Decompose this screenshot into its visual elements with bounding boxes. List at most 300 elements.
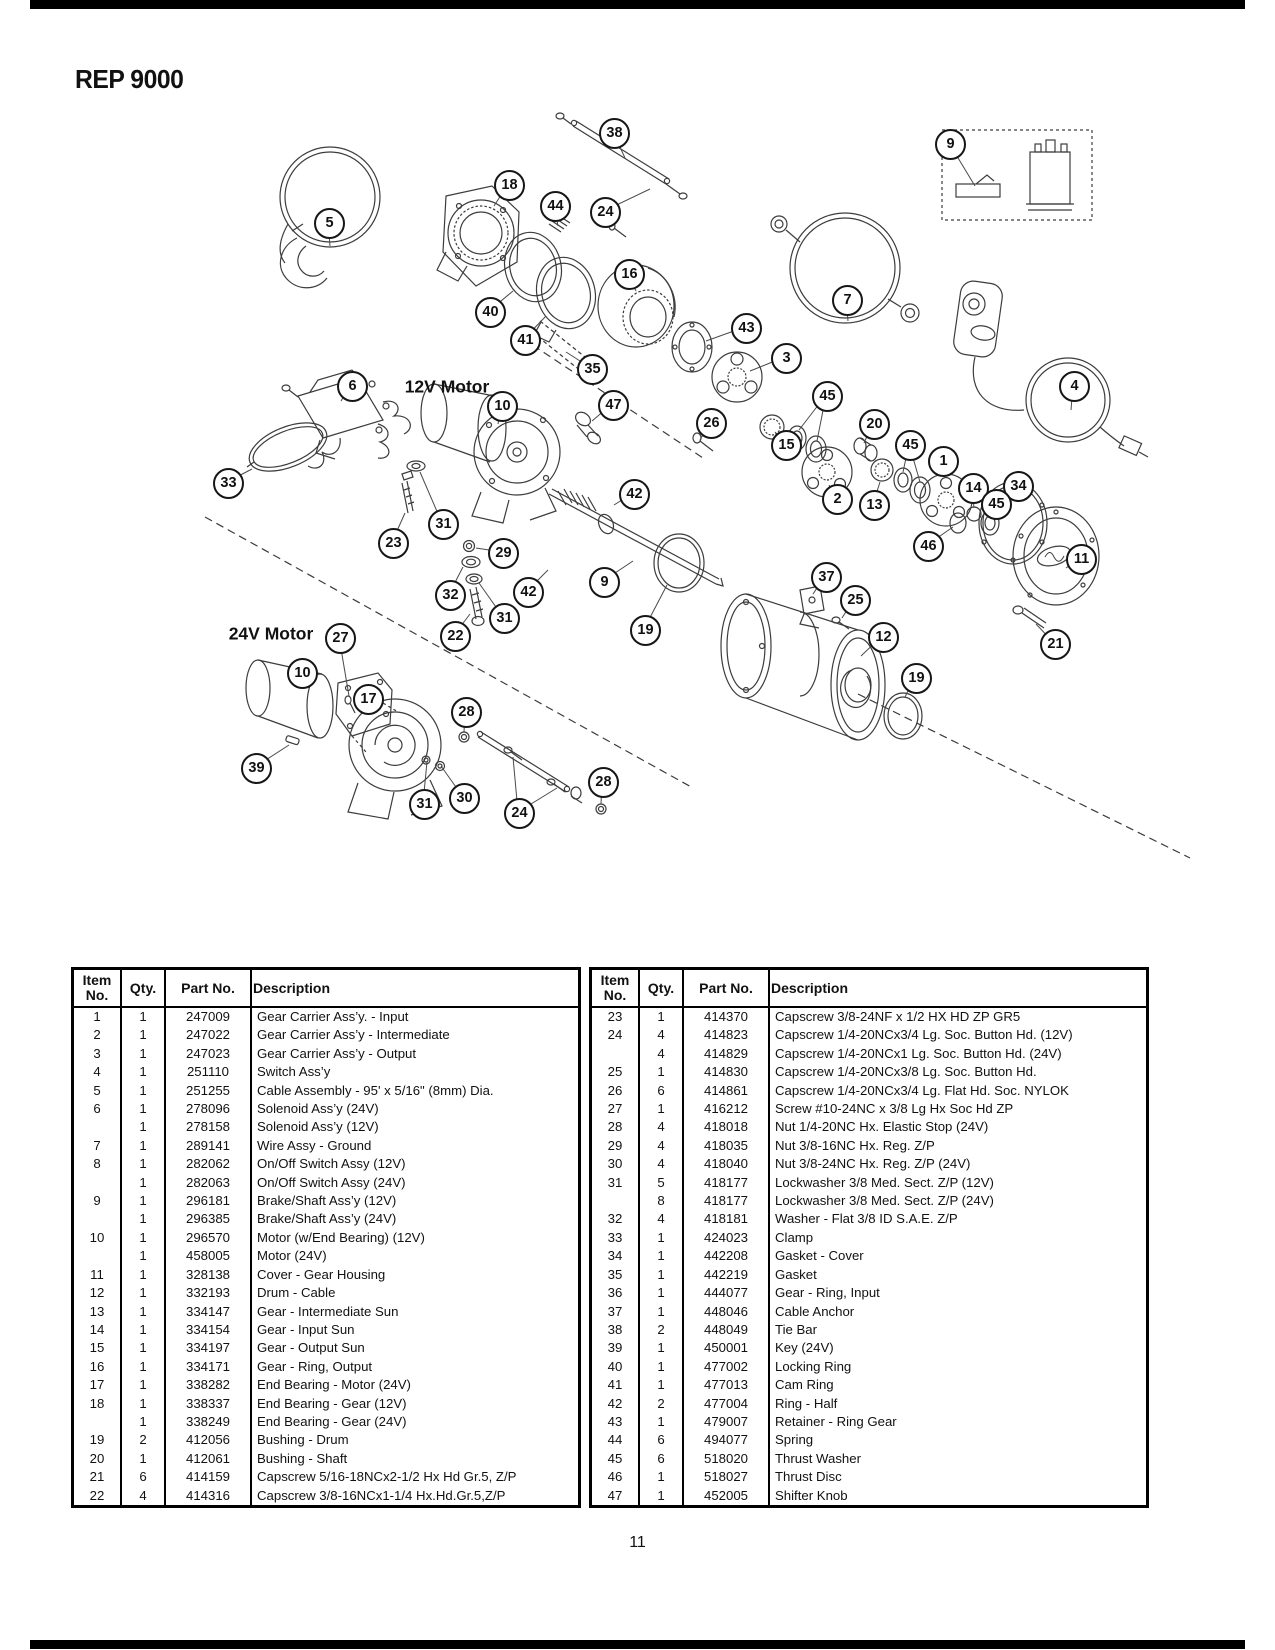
item-no-cell xyxy=(73,1118,122,1136)
callout-balloon-42: 42 xyxy=(513,577,544,608)
callout-balloon-17: 17 xyxy=(353,684,384,715)
callout-balloon-27: 27 xyxy=(325,623,356,654)
part-no-cell: 414370 xyxy=(683,1007,769,1026)
table-row xyxy=(73,1026,580,1044)
qty-cell: 1 xyxy=(639,1247,683,1265)
description-cell: End Bearing - Gear (12V) xyxy=(251,1395,580,1413)
callout-balloon-31: 31 xyxy=(409,789,440,820)
callout-balloon-25: 25 xyxy=(840,585,871,616)
callout-balloon-31: 31 xyxy=(428,509,459,540)
qty-cell: 1 xyxy=(121,1266,165,1284)
table-row xyxy=(591,1339,1148,1357)
qty-cell: 1 xyxy=(639,1358,683,1376)
item-no-cell: 39 xyxy=(607,1340,623,1356)
description-cell: Screw #10-24NC x 3/8 Lg Hx Soc Hd ZP xyxy=(769,1100,1148,1118)
table-row xyxy=(591,1229,1148,1247)
item-no-cell: 38 xyxy=(607,1321,623,1337)
table-row xyxy=(591,1026,1148,1044)
qty-cell: 1 xyxy=(121,1321,165,1339)
description-cell: Gasket xyxy=(769,1266,1148,1284)
part-no-cell: 477002 xyxy=(683,1358,769,1376)
table-row xyxy=(591,1303,1148,1321)
description-cell: On/Off Switch Assy (24V) xyxy=(251,1174,580,1192)
item-no-cell: 33 xyxy=(607,1229,623,1245)
description-cell: Capscrew 1/4-20NCx3/4 Lg. Flat Hd. Soc. NYLOK xyxy=(769,1082,1148,1100)
description-cell: Tie Bar xyxy=(769,1321,1148,1339)
callout-balloon-34: 34 xyxy=(1003,471,1034,502)
callout-balloon-4: 4 xyxy=(1059,371,1090,402)
table-row xyxy=(73,1082,580,1100)
col-header-qty: Qty. xyxy=(121,969,165,1008)
table-row xyxy=(73,1413,580,1431)
callout-balloon-38: 38 xyxy=(599,118,630,149)
table-row xyxy=(591,1376,1148,1394)
description-cell: Gear - Intermediate Sun xyxy=(251,1303,580,1321)
item-no-cell: 45 xyxy=(607,1450,623,1466)
part-no-cell: 278158 xyxy=(165,1118,251,1136)
qty-cell: 6 xyxy=(639,1431,683,1449)
item-no-cell: 34 xyxy=(607,1248,623,1264)
table-row xyxy=(73,1266,580,1284)
callout-balloon-5: 5 xyxy=(314,208,345,239)
qty-cell: 1 xyxy=(639,1339,683,1357)
col-header-item-no: Item No. xyxy=(73,969,122,1008)
col-header-description: Description xyxy=(251,969,580,1008)
item-no-cell: 7 xyxy=(93,1137,101,1153)
description-cell: Ring - Half xyxy=(769,1395,1148,1413)
part-no-cell: 328138 xyxy=(165,1266,251,1284)
description-cell: Capscrew 1/4-20NCx3/4 Lg. Soc. Button Hd. (12V) xyxy=(769,1026,1148,1044)
qty-cell: 1 xyxy=(639,1413,683,1431)
qty-cell: 1 xyxy=(121,1450,165,1468)
item-no-cell: 36 xyxy=(607,1285,623,1301)
callout-balloon-46: 46 xyxy=(913,531,944,562)
table-row xyxy=(591,1155,1148,1173)
parts-table-right xyxy=(589,967,1149,1508)
callout-balloon-16: 16 xyxy=(614,259,645,290)
qty-cell: 6 xyxy=(639,1450,683,1468)
qty-cell: 1 xyxy=(121,1358,165,1376)
callout-balloon-18: 18 xyxy=(494,170,525,201)
qty-cell: 1 xyxy=(639,1229,683,1247)
callout-balloon-20: 20 xyxy=(859,409,890,440)
qty-cell: 1 xyxy=(639,1100,683,1118)
description-cell: Cable Assembly - 95' x 5/16" (8mm) Dia. xyxy=(251,1082,580,1100)
item-no-cell: 28 xyxy=(607,1119,623,1135)
qty-cell: 1 xyxy=(121,1155,165,1173)
part-no-cell: 251255 xyxy=(165,1082,251,1100)
description-cell: Gear - Input Sun xyxy=(251,1321,580,1339)
table-row xyxy=(73,1229,580,1247)
callout-balloon-24: 24 xyxy=(590,197,621,228)
item-no-cell: 5 xyxy=(93,1082,101,1098)
item-no-cell: 29 xyxy=(607,1137,623,1153)
qty-cell: 5 xyxy=(639,1174,683,1192)
description-cell: End Bearing - Gear (24V) xyxy=(251,1413,580,1431)
qty-cell: 6 xyxy=(639,1082,683,1100)
part-no-cell: 518027 xyxy=(683,1468,769,1486)
item-no-cell: 25 xyxy=(607,1064,623,1080)
part-no-cell: 418177 xyxy=(683,1192,769,1210)
table-row xyxy=(591,1413,1148,1431)
qty-cell: 1 xyxy=(121,1192,165,1210)
callout-balloon-3: 3 xyxy=(771,343,802,374)
table-row xyxy=(73,1358,580,1376)
callout-balloon-45: 45 xyxy=(895,430,926,461)
description-cell: Nut 3/8-24NC Hx. Reg. Z/P (24V) xyxy=(769,1155,1148,1173)
callout-balloon-35: 35 xyxy=(577,354,608,385)
parts-table-left xyxy=(71,967,581,1508)
callout-balloon-26: 26 xyxy=(696,408,727,439)
callout-balloon-43: 43 xyxy=(731,313,762,344)
part-no-cell: 416212 xyxy=(683,1100,769,1118)
item-no-cell: 17 xyxy=(89,1377,105,1393)
table-row xyxy=(591,1450,1148,1468)
part-no-cell: 296570 xyxy=(165,1229,251,1247)
qty-cell: 1 xyxy=(121,1174,165,1192)
part-no-cell: 247022 xyxy=(165,1026,251,1044)
item-no-cell xyxy=(73,1413,122,1431)
qty-cell: 4 xyxy=(639,1026,683,1044)
qty-cell: 4 xyxy=(639,1210,683,1228)
description-cell: Clamp xyxy=(769,1229,1148,1247)
description-cell: Solenoid Ass’y (12V) xyxy=(251,1118,580,1136)
callout-balloon-6: 6 xyxy=(337,371,368,402)
part-no-cell: 450001 xyxy=(683,1339,769,1357)
qty-cell: 1 xyxy=(121,1339,165,1357)
callout-balloon-7: 7 xyxy=(832,285,863,316)
part-no-cell: 479007 xyxy=(683,1413,769,1431)
qty-cell: 1 xyxy=(121,1303,165,1321)
qty-cell: 1 xyxy=(121,1045,165,1063)
description-cell: Drum - Cable xyxy=(251,1284,580,1302)
part-no-cell: 418018 xyxy=(683,1118,769,1136)
callout-balloon-21: 21 xyxy=(1040,629,1071,660)
callout-balloon-19: 19 xyxy=(630,615,661,646)
item-no-cell: 21 xyxy=(89,1469,105,1485)
item-no-cell: 26 xyxy=(607,1082,623,1098)
table-row xyxy=(591,1174,1148,1192)
table-row xyxy=(591,1395,1148,1413)
item-no-cell: 14 xyxy=(89,1321,105,1337)
part-no-cell: 414830 xyxy=(683,1063,769,1081)
qty-cell: 4 xyxy=(639,1137,683,1155)
item-no-cell: 15 xyxy=(89,1340,105,1356)
part-no-cell: 444077 xyxy=(683,1284,769,1302)
callout-balloon-40: 40 xyxy=(475,297,506,328)
table-row xyxy=(591,1358,1148,1376)
description-cell: Solenoid Ass’y (24V) xyxy=(251,1100,580,1118)
table-row xyxy=(73,1100,580,1118)
description-cell: End Bearing - Motor (24V) xyxy=(251,1376,580,1394)
item-no-cell: 24 xyxy=(607,1027,623,1043)
description-cell: Thrust Washer xyxy=(769,1450,1148,1468)
qty-cell: 1 xyxy=(639,1376,683,1394)
item-no-cell: 12 xyxy=(89,1285,105,1301)
callout-balloon-23: 23 xyxy=(378,528,409,559)
callout-balloon-28: 28 xyxy=(588,767,619,798)
part-no-cell: 412056 xyxy=(165,1431,251,1449)
table-row xyxy=(591,1137,1148,1155)
table-row xyxy=(591,1007,1148,1026)
table-row xyxy=(73,1395,580,1413)
description-cell: Spring xyxy=(769,1431,1148,1449)
qty-cell: 2 xyxy=(639,1321,683,1339)
item-no-cell xyxy=(73,1210,122,1228)
table-row xyxy=(591,1487,1148,1507)
item-no-cell: 10 xyxy=(89,1229,105,1245)
item-no-cell: 2 xyxy=(93,1027,101,1043)
callout-balloon-42: 42 xyxy=(619,479,650,510)
item-no-cell: 20 xyxy=(89,1450,105,1466)
qty-cell: 1 xyxy=(121,1210,165,1228)
qty-cell: 8 xyxy=(639,1192,683,1210)
col-header-item-no: Item No. xyxy=(591,969,640,1008)
part-no-cell: 247009 xyxy=(165,1007,251,1026)
description-cell: Gear - Ring, Output xyxy=(251,1358,580,1376)
callout-balloon-30: 30 xyxy=(449,783,480,814)
callout-balloon-39: 39 xyxy=(241,753,272,784)
qty-cell: 4 xyxy=(639,1155,683,1173)
qty-cell: 2 xyxy=(121,1431,165,1449)
part-no-cell: 418035 xyxy=(683,1137,769,1155)
description-cell: Switch Ass’y xyxy=(251,1063,580,1081)
description-cell: Washer - Flat 3/8 ID S.A.E. Z/P xyxy=(769,1210,1148,1228)
item-no-cell: 43 xyxy=(607,1413,623,1429)
item-no-cell: 42 xyxy=(607,1395,623,1411)
part-no-cell: 442219 xyxy=(683,1266,769,1284)
callout-balloon-28: 28 xyxy=(451,697,482,728)
qty-cell: 1 xyxy=(121,1376,165,1394)
part-no-cell: 247023 xyxy=(165,1045,251,1063)
item-no-cell: 6 xyxy=(93,1101,101,1117)
table-row xyxy=(73,1339,580,1357)
qty-cell: 1 xyxy=(639,1063,683,1081)
description-cell: Gear Carrier Ass’y - Output xyxy=(251,1045,580,1063)
table-row xyxy=(591,1321,1148,1339)
item-no-cell: 22 xyxy=(89,1487,105,1503)
table-row xyxy=(73,1431,580,1449)
item-no-cell: 16 xyxy=(89,1358,105,1374)
callout-balloon-45: 45 xyxy=(981,489,1012,520)
table-row xyxy=(591,1192,1148,1210)
description-cell: Capscrew 3/8-24NF x 1/2 HX HD ZP GR5 xyxy=(769,1007,1148,1026)
part-no-cell: 334171 xyxy=(165,1358,251,1376)
table-row xyxy=(73,1487,580,1507)
part-no-cell: 477004 xyxy=(683,1395,769,1413)
part-no-cell: 338249 xyxy=(165,1413,251,1431)
part-no-cell: 414829 xyxy=(683,1045,769,1063)
item-no-cell: 11 xyxy=(90,1266,104,1282)
scan-artifact-bar-bottom xyxy=(30,1640,1245,1649)
description-cell: Capscrew 5/16-18NCx2-1/2 Hx Hd Gr.5, Z/P xyxy=(251,1468,580,1486)
col-header-part-no: Part No. xyxy=(683,969,769,1008)
qty-cell: 1 xyxy=(121,1247,165,1265)
item-no-cell: 3 xyxy=(93,1045,101,1061)
qty-cell: 1 xyxy=(121,1082,165,1100)
callout-balloon-24: 24 xyxy=(504,798,535,829)
table-row xyxy=(73,1007,580,1026)
item-no-cell: 35 xyxy=(607,1266,623,1282)
part-no-cell: 494077 xyxy=(683,1431,769,1449)
qty-cell: 1 xyxy=(639,1266,683,1284)
item-no-cell xyxy=(73,1174,122,1192)
description-cell: Thrust Disc xyxy=(769,1468,1148,1486)
table-row xyxy=(73,1174,580,1192)
description-cell: Gear - Ring, Input xyxy=(769,1284,1148,1302)
callout-balloon-32: 32 xyxy=(435,580,466,611)
qty-cell: 1 xyxy=(639,1468,683,1486)
table-row xyxy=(73,1376,580,1394)
item-no-cell: 30 xyxy=(607,1156,623,1172)
table-row xyxy=(591,1284,1148,1302)
part-no-cell: 452005 xyxy=(683,1487,769,1507)
description-cell: Lockwasher 3/8 Med. Sect. Z/P (24V) xyxy=(769,1192,1148,1210)
qty-cell: 4 xyxy=(639,1118,683,1136)
description-cell: Lockwasher 3/8 Med. Sect. Z/P (12V) xyxy=(769,1174,1148,1192)
callout-balloon-15: 15 xyxy=(771,430,802,461)
part-no-cell: 448046 xyxy=(683,1303,769,1321)
qty-cell: 1 xyxy=(639,1007,683,1026)
table-row xyxy=(591,1431,1148,1449)
callout-balloon-10: 10 xyxy=(287,658,318,689)
part-no-cell: 458005 xyxy=(165,1247,251,1265)
page-title: REP 9000 xyxy=(75,64,184,94)
part-no-cell: 414159 xyxy=(165,1468,251,1486)
description-cell: Cam Ring xyxy=(769,1376,1148,1394)
item-no-cell: 44 xyxy=(607,1432,623,1448)
col-header-qty: Qty. xyxy=(639,969,683,1008)
qty-cell: 1 xyxy=(121,1063,165,1081)
item-no-cell: 31 xyxy=(607,1174,623,1190)
qty-cell: 1 xyxy=(121,1229,165,1247)
table-row xyxy=(591,1266,1148,1284)
item-no-cell: 18 xyxy=(89,1395,105,1411)
description-cell: Locking Ring xyxy=(769,1358,1148,1376)
table-row xyxy=(73,1063,580,1081)
diagram-label: 24V Motor xyxy=(228,623,314,644)
description-cell: Motor (24V) xyxy=(251,1247,580,1265)
qty-cell: 1 xyxy=(121,1395,165,1413)
description-cell: Nut 3/8-16NC Hx. Reg. Z/P xyxy=(769,1137,1148,1155)
part-no-cell: 334147 xyxy=(165,1303,251,1321)
table-row xyxy=(73,1192,580,1210)
item-no-cell: 19 xyxy=(89,1432,105,1448)
qty-cell: 1 xyxy=(121,1026,165,1044)
callout-balloon-29: 29 xyxy=(488,538,519,569)
description-cell: Retainer - Ring Gear xyxy=(769,1413,1148,1431)
callout-balloon-12: 12 xyxy=(868,622,899,653)
part-no-cell: 332193 xyxy=(165,1284,251,1302)
page-number: 11 xyxy=(629,1534,646,1551)
callout-balloon-22: 22 xyxy=(440,621,471,652)
part-no-cell: 334197 xyxy=(165,1339,251,1357)
callout-balloon-45: 45 xyxy=(812,381,843,412)
item-no-cell: 23 xyxy=(607,1009,623,1024)
description-cell: Brake/Shaft Ass’y (12V) xyxy=(251,1192,580,1210)
part-no-cell: 296181 xyxy=(165,1192,251,1210)
description-cell: Gear Carrier Ass’y - Intermediate xyxy=(251,1026,580,1044)
callout-balloon-41: 41 xyxy=(510,325,541,356)
qty-cell: 1 xyxy=(121,1413,165,1431)
qty-cell: 4 xyxy=(639,1045,683,1063)
table-row xyxy=(73,1284,580,1302)
table-row xyxy=(591,1468,1148,1486)
description-cell: Brake/Shaft Ass’y (24V) xyxy=(251,1210,580,1228)
part-no-cell: 282063 xyxy=(165,1174,251,1192)
item-no-cell: 1 xyxy=(93,1009,101,1024)
table-header-row xyxy=(591,969,1148,1008)
description-cell: Gear - Output Sun xyxy=(251,1339,580,1357)
description-cell: Shifter Knob xyxy=(769,1487,1148,1507)
part-no-cell: 282062 xyxy=(165,1155,251,1173)
callout-balloon-1: 1 xyxy=(928,446,959,477)
callout-balloon-33: 33 xyxy=(213,468,244,499)
item-no-cell: 8 xyxy=(93,1156,101,1172)
part-no-cell: 251110 xyxy=(165,1063,251,1081)
table-row xyxy=(73,1468,580,1486)
diagram-label: 12V Motor xyxy=(404,376,490,397)
qty-cell: 2 xyxy=(639,1395,683,1413)
qty-cell: 1 xyxy=(121,1118,165,1136)
item-no-cell: 40 xyxy=(607,1358,623,1374)
part-no-cell: 412061 xyxy=(165,1450,251,1468)
item-no-cell: 27 xyxy=(607,1101,623,1117)
part-no-cell: 334154 xyxy=(165,1321,251,1339)
table-row xyxy=(591,1247,1148,1265)
part-no-cell: 414316 xyxy=(165,1487,251,1507)
part-no-cell: 414823 xyxy=(683,1026,769,1044)
table-row xyxy=(73,1118,580,1136)
item-no-cell xyxy=(73,1247,122,1265)
callout-balloon-2: 2 xyxy=(822,484,853,515)
description-cell: Nut 1/4-20NC Hx. Elastic Stop (24V) xyxy=(769,1118,1148,1136)
qty-cell: 1 xyxy=(639,1487,683,1507)
description-cell: Motor (w/End Bearing) (12V) xyxy=(251,1229,580,1247)
callout-balloon-47: 47 xyxy=(598,390,629,421)
table-row xyxy=(73,1450,580,1468)
table-row xyxy=(591,1100,1148,1118)
table-row xyxy=(591,1082,1148,1100)
callout-balloon-14: 14 xyxy=(958,473,989,504)
qty-cell: 1 xyxy=(121,1007,165,1026)
table-row xyxy=(591,1063,1148,1081)
item-no-cell xyxy=(591,1045,640,1063)
table-row xyxy=(73,1210,580,1228)
table-row xyxy=(73,1321,580,1339)
callout-balloon-10: 10 xyxy=(487,391,518,422)
item-no-cell: 41 xyxy=(607,1377,623,1393)
callout-balloon-9: 9 xyxy=(935,129,966,160)
callout-balloon-13: 13 xyxy=(859,490,890,521)
callout-balloon-9: 9 xyxy=(589,567,620,598)
callout-balloon-31: 31 xyxy=(489,603,520,634)
description-cell: On/Off Switch Assy (12V) xyxy=(251,1155,580,1173)
item-no-cell: 4 xyxy=(93,1064,101,1080)
callout-balloon-19: 19 xyxy=(901,663,932,694)
description-cell: Cover - Gear Housing xyxy=(251,1266,580,1284)
item-no-cell: 9 xyxy=(93,1193,101,1209)
part-no-cell: 518020 xyxy=(683,1450,769,1468)
item-no-cell: 32 xyxy=(607,1211,623,1227)
part-no-cell: 442208 xyxy=(683,1247,769,1265)
table-row xyxy=(73,1045,580,1063)
qty-cell: 1 xyxy=(121,1137,165,1155)
table-row xyxy=(591,1118,1148,1136)
description-cell: Wire Assy - Ground xyxy=(251,1137,580,1155)
description-cell: Capscrew 1/4-20NCx1 Lg. Soc. Button Hd. (24V) xyxy=(769,1045,1148,1063)
description-cell: Capscrew 1/4-20NCx3/8 Lg. Soc. Button Hd. xyxy=(769,1063,1148,1081)
